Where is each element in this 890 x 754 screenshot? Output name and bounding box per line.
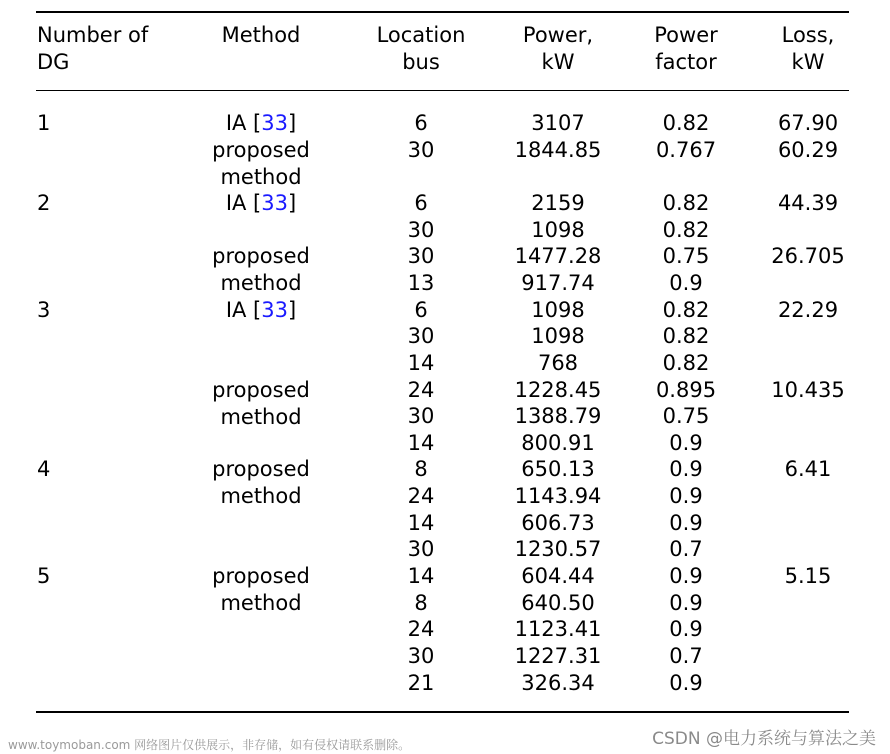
header-number-of-dg: Number of DG [37, 23, 149, 74]
power-kw: 604.44 [521, 564, 595, 589]
location-bus: 30 [407, 644, 435, 668]
power-factor: 0.82 [662, 190, 710, 215]
power-factor: 0.9 [669, 270, 703, 295]
method-name [186, 190, 336, 217]
power-factor: 0.82 [662, 111, 710, 135]
dg-number: 5 [37, 564, 51, 589]
table-bottom-rule [36, 711, 849, 713]
power-kw: 1477.28 [514, 244, 602, 269]
location-bus: 30 [407, 217, 435, 242]
method-line: method [220, 271, 302, 296]
method-name [186, 243, 336, 297]
method-label-tail: ] [287, 297, 297, 322]
method-name [186, 377, 336, 431]
power-factor: 0.9 [669, 457, 703, 482]
method-label-tail: ] [287, 111, 297, 135]
loss-kw: 44.39 [777, 190, 839, 215]
power-kw: 1123.41 [514, 617, 602, 642]
loss-kw: 60.29 [777, 137, 839, 162]
method-line: proposed [212, 137, 310, 162]
method-name [186, 297, 336, 324]
power-factor: 0.82 [662, 297, 710, 322]
dg-number: 1 [37, 111, 51, 135]
location-bus: 14 [407, 510, 435, 535]
location-bus: 14 [407, 430, 435, 455]
method-name [186, 456, 336, 510]
power-kw: 326.34 [521, 670, 595, 695]
header-loss: Loss, kW [781, 23, 835, 74]
power-factor: 0.7 [669, 537, 703, 562]
location-bus: 21 [407, 670, 435, 695]
location-bus: 24 [407, 484, 435, 509]
location-bus: 24 [407, 617, 435, 642]
table-header-rule [36, 90, 849, 91]
citation-link[interactable]: 33 [261, 111, 288, 135]
power-kw: 768 [537, 350, 579, 375]
power-kw: 1143.94 [514, 484, 602, 509]
method-line: method [220, 484, 302, 509]
dg-number: 2 [37, 190, 51, 215]
location-bus: 8 [414, 590, 428, 615]
power-factor: 0.75 [662, 404, 710, 429]
method-label-tail: ] [287, 190, 297, 215]
location-bus: 24 [407, 377, 435, 402]
header-power-factor: Power factor [654, 23, 718, 74]
location-bus: 6 [414, 190, 428, 215]
location-bus: 30 [407, 324, 435, 349]
power-factor: 0.9 [669, 510, 703, 535]
location-bus: 30 [407, 404, 435, 429]
location-bus: 14 [407, 564, 435, 589]
method-name [186, 137, 336, 191]
location-bus: 30 [407, 244, 435, 269]
power-kw: 1388.79 [514, 404, 602, 429]
power-kw: 1228.45 [514, 377, 602, 402]
power-kw: 606.73 [521, 510, 595, 535]
power-kw: 1230.57 [514, 537, 602, 562]
power-factor: 0.82 [662, 324, 710, 349]
power-factor: 0.9 [669, 484, 703, 509]
location-bus: 6 [414, 111, 428, 135]
table-top-rule [36, 11, 849, 13]
power-kw: 917.74 [521, 270, 595, 295]
power-factor: 0.7 [669, 644, 703, 668]
watermark-left: www.toymoban.com 网络图片仅供展示，非存储，如有侵权请联系删除。 [8, 738, 411, 752]
power-factor: 0.9 [669, 617, 703, 642]
location-bus: 6 [414, 297, 428, 322]
location-bus: 8 [414, 457, 428, 482]
method-line: proposed [212, 564, 310, 589]
method-line: method [220, 164, 302, 189]
power-factor: 0.767 [655, 137, 717, 162]
loss-kw: 22.29 [777, 297, 839, 322]
power-kw: 1098 [531, 217, 585, 242]
header-method: Method [221, 23, 301, 47]
method-label: IA [ [225, 111, 262, 135]
method-line: method [220, 591, 302, 616]
power-kw: 640.50 [521, 590, 595, 615]
location-bus: 14 [407, 350, 435, 375]
power-kw: 3107 [531, 111, 585, 135]
header-power: Power, kW [522, 23, 594, 74]
power-factor: 0.9 [669, 590, 703, 615]
power-kw: 1098 [531, 324, 585, 349]
location-bus: 30 [407, 137, 435, 162]
power-kw: 650.13 [521, 457, 595, 482]
header-location-bus: Location bus [376, 23, 466, 74]
power-factor: 0.9 [669, 564, 703, 589]
power-kw: 1844.85 [514, 137, 602, 162]
watermark-right: CSDN @电力系统与算法之美 [652, 729, 876, 749]
dg-number: 3 [37, 297, 51, 322]
location-bus: 30 [407, 537, 435, 562]
citation-link[interactable]: 33 [261, 190, 288, 215]
power-kw: 1098 [531, 297, 585, 322]
method-line: proposed [212, 457, 310, 482]
dg-number: 4 [37, 457, 51, 482]
power-factor: 0.9 [669, 670, 703, 695]
method-name [186, 110, 336, 137]
power-kw: 800.91 [521, 430, 595, 455]
method-line: proposed [212, 377, 310, 402]
method-line: method [220, 404, 302, 429]
location-bus: 13 [407, 270, 435, 295]
method-name [186, 563, 336, 617]
power-kw: 1227.31 [514, 644, 602, 668]
loss-kw: 10.435 [771, 377, 845, 402]
method-label: IA [ [225, 297, 262, 322]
power-factor: 0.895 [655, 377, 717, 402]
loss-kw: 5.15 [784, 564, 832, 589]
power-factor: 0.75 [662, 244, 710, 269]
loss-kw: 67.90 [777, 111, 839, 135]
method-line: proposed [212, 244, 310, 269]
power-factor: 0.9 [669, 430, 703, 455]
power-kw: 2159 [531, 190, 585, 215]
citation-link[interactable]: 33 [261, 297, 288, 322]
method-label: IA [ [225, 190, 262, 215]
loss-kw: 26.705 [771, 244, 845, 269]
loss-kw: 6.41 [784, 457, 832, 482]
power-factor: 0.82 [662, 350, 710, 375]
power-factor: 0.82 [662, 217, 710, 242]
